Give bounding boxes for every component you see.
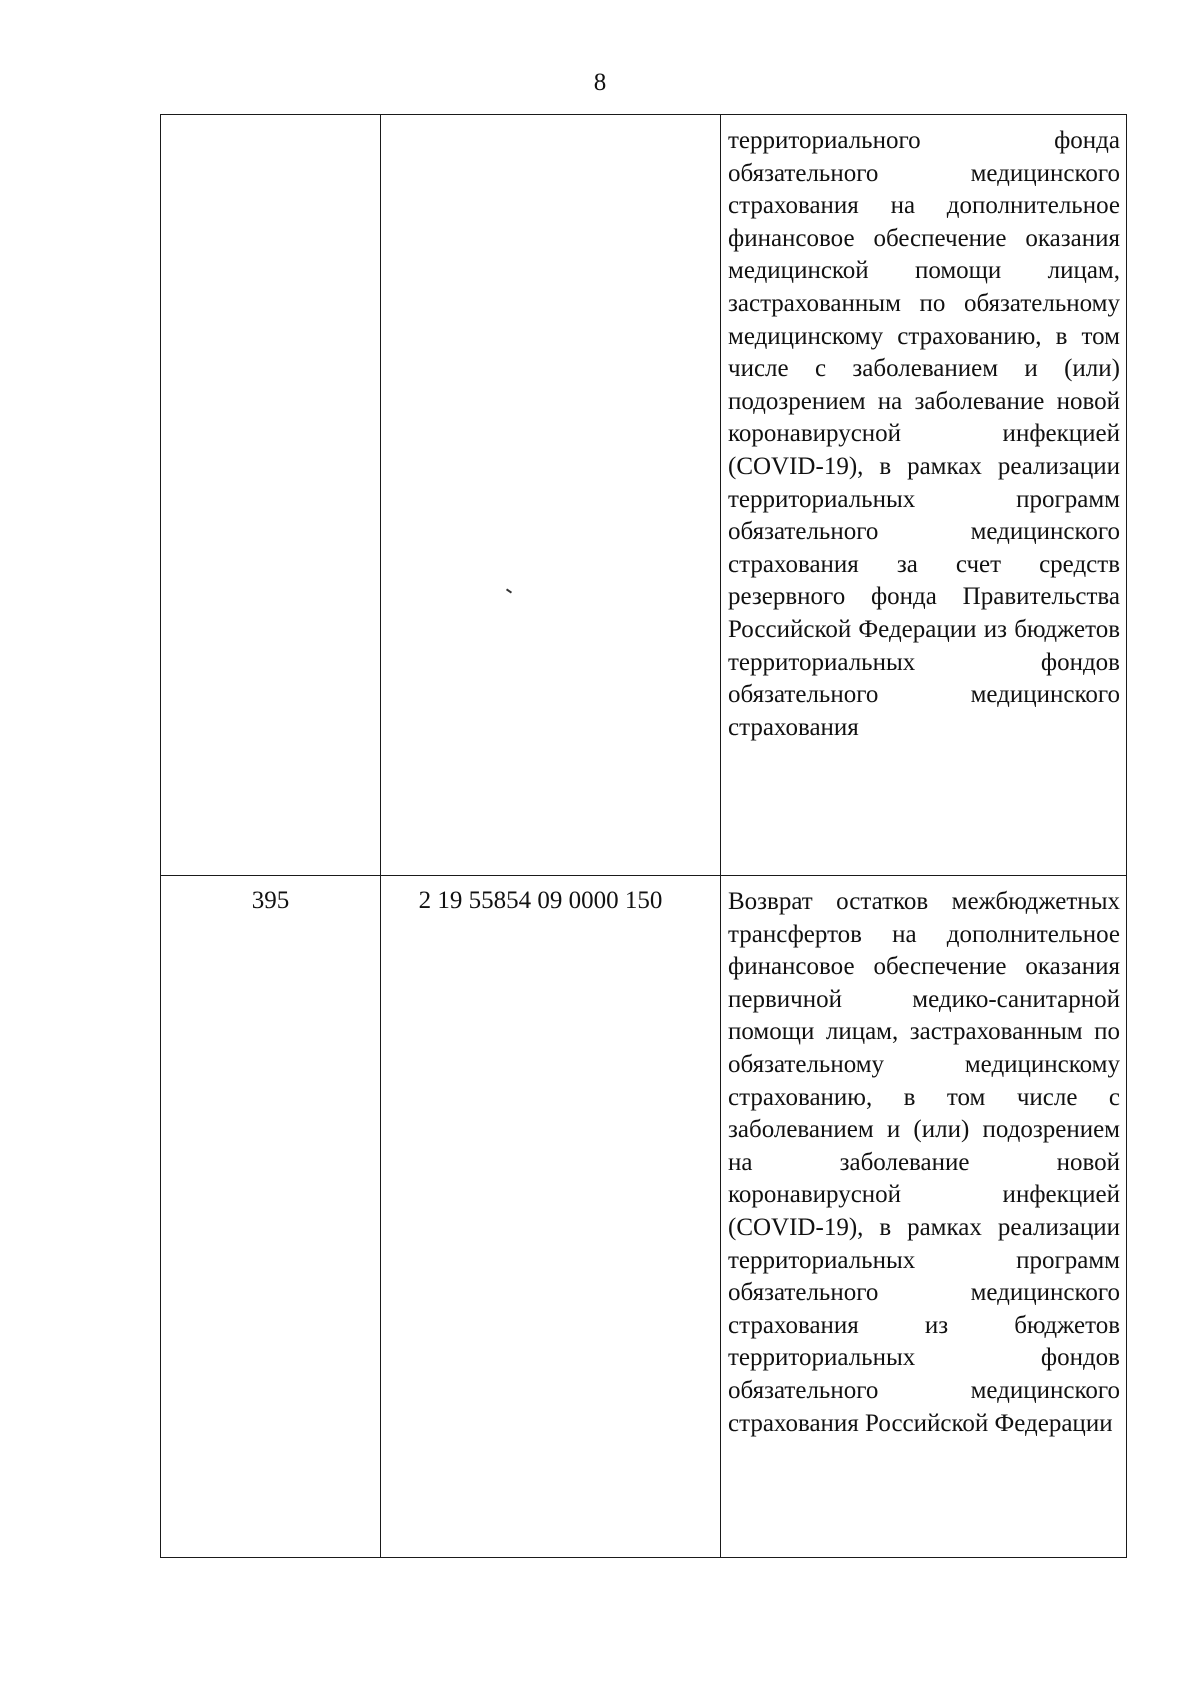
row-number-cell: 395: [161, 876, 381, 1558]
budget-code-cell: [381, 115, 721, 876]
table-row: [161, 876, 1127, 1558]
budget-codes-table: [160, 114, 1127, 1558]
table-row: [161, 115, 1127, 876]
row-number-cell: [161, 115, 381, 876]
page-number: 8: [593, 69, 607, 96]
budget-code-cell: 2 19 55854 09 0000 150: [381, 876, 721, 1558]
description-cell: территориального фонда обязательного медицинского страхования на дополнительное финансовое обеспечение оказания медицинской помощи лицам, застрахованным по обязательному медицинскому страхованию, в том числе с заболеванием и (или) подозрением на заболевание новой коронавирусной инфекцией (COVID-19), в рамках реализации территориальных программ обязательного медицинского страхования за счет средств резервного фонда Правительства Российской Федерации из бюджетов территориальных фондов обязательного медицинского страхования: [721, 115, 1127, 876]
description-cell: Возврат остатков межбюджетных трансфертов на дополнительное финансовое обеспечение оказания первичной медико-санитарной помощи лицам, застрахованным по обязательному медицинскому страхованию, в том числе с заболеванием и (или) подозрением на заболевание новой коронавирусной инфекцией (COVID-19), в рамках реализации территориальных программ обязательного медицинского страхования из бюджетов территориальных фондов обязательного медицинского страхования Российской Федерации: [721, 876, 1127, 1558]
